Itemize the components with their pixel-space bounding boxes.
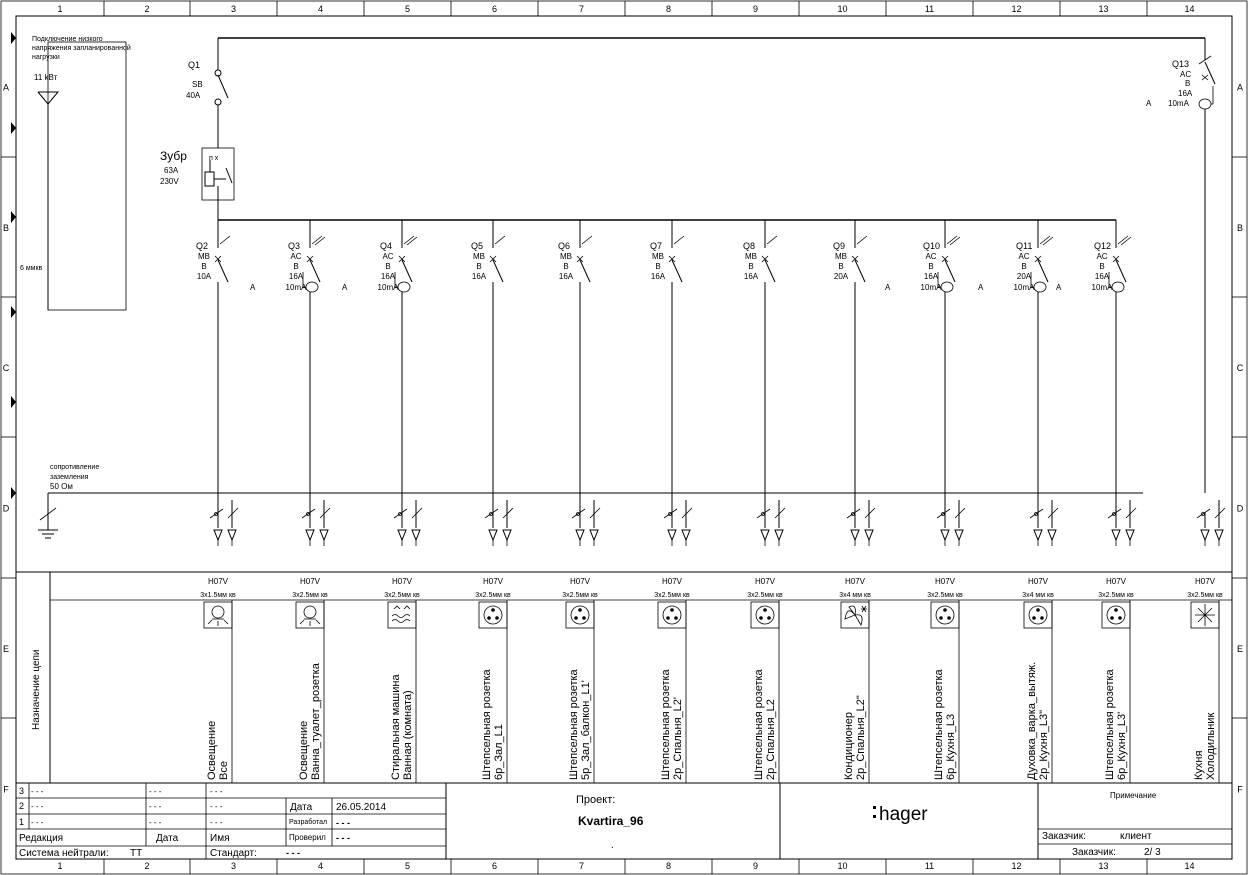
cable-type: H07V xyxy=(1027,577,1049,586)
row-letter-right: E xyxy=(1236,644,1244,654)
breaker-name: Q10 xyxy=(923,241,941,251)
breaker-name: Q3 xyxy=(288,241,301,251)
breaker-rating: 16A xyxy=(650,272,666,281)
circuit-column xyxy=(1022,577,1054,783)
row-letter-right: B xyxy=(1236,223,1244,233)
breaker-curve: B xyxy=(655,262,661,271)
project-value: Kvartira_96 xyxy=(578,814,644,828)
cable-type: H07V xyxy=(1105,577,1127,586)
q1-rating: 40A xyxy=(186,91,201,100)
breaker-type: AC xyxy=(925,252,937,261)
edition-label: Редакция xyxy=(19,833,64,844)
breaker-curve: B xyxy=(838,262,844,271)
load-note xyxy=(20,36,131,272)
column-number-top: 13 xyxy=(1098,4,1109,14)
circuit-location: 2р_Спальня_L2' xyxy=(672,696,684,780)
socket-icon xyxy=(1102,602,1130,628)
socket-icon xyxy=(1024,602,1052,628)
breaker-label-q11 xyxy=(978,241,1035,292)
column-number-top: 2 xyxy=(144,4,150,14)
socket-icon xyxy=(658,602,686,628)
breaker-label-q2 xyxy=(196,241,212,281)
standard-value: - - - xyxy=(286,848,300,858)
ground-note-line2: заземления xyxy=(50,474,89,481)
breaker-type: AC xyxy=(1096,252,1108,261)
row-letter-left: B xyxy=(2,223,10,233)
row-letter-right: A xyxy=(1236,82,1244,93)
breaker-curve: B xyxy=(1099,262,1105,271)
circuit-name: Освещение xyxy=(206,720,218,780)
circuit-column xyxy=(562,577,598,783)
title-block xyxy=(19,786,1161,859)
date-col-label: Дата xyxy=(156,833,179,844)
breaker-rating: 16A xyxy=(1094,272,1110,281)
breaker-rating: 16A xyxy=(558,272,574,281)
cable-section: 3x2.5мм кв xyxy=(562,592,598,599)
lamp-icon xyxy=(296,602,324,628)
breaker-type: AC xyxy=(290,252,302,261)
breaker-rating: 20A xyxy=(833,272,849,281)
breaker-leak: 10mA xyxy=(920,283,942,292)
breaker-curve: B xyxy=(563,262,569,271)
breaker-mark: A xyxy=(978,283,984,292)
rev2: 2 xyxy=(19,801,25,811)
q1-name: Q1 xyxy=(188,60,201,70)
column-number-bottom: 9 xyxy=(752,861,759,871)
column-number-top: 14 xyxy=(1184,4,1195,14)
breaker-label-q12 xyxy=(1056,241,1113,292)
column-number-bottom: 8 xyxy=(665,861,672,871)
date-label: Дата xyxy=(290,802,313,813)
column-number-top: 4 xyxy=(317,4,324,14)
checked-label: Проверил xyxy=(289,833,326,842)
fan-icon xyxy=(841,602,869,628)
circuit-column xyxy=(747,577,783,783)
cable-section: 3x4 мм кв xyxy=(839,592,871,599)
circuit-location: 2р_Кухня_L3" xyxy=(1038,709,1050,780)
column-number-bottom: 10 xyxy=(837,861,848,871)
circuit-name: Штепсельная розетка xyxy=(753,669,765,780)
breaker-leak: 10mA xyxy=(1091,283,1113,292)
column-number-top: 8 xyxy=(665,4,672,14)
cable-type: H07V xyxy=(1194,577,1216,586)
cable-section: 3x2.5мм кв xyxy=(475,592,511,599)
breaker-mark: A xyxy=(342,283,348,292)
column-number-bottom: 11 xyxy=(924,861,935,871)
column-number-bottom: 13 xyxy=(1098,861,1109,871)
customer-value: клиент xyxy=(1120,831,1152,842)
breaker-mark: A xyxy=(250,283,256,292)
breaker-rating: 16A xyxy=(288,272,304,281)
q13-rating: 16A xyxy=(1178,89,1193,98)
cable-section: 3x2.5мм кв xyxy=(1187,592,1223,599)
developed-value: - - - xyxy=(336,818,350,828)
circuit-location: 2р_Спальня_L2 xyxy=(765,699,777,780)
breaker-name: Q11 xyxy=(1016,241,1033,251)
breaker-rating: 10A xyxy=(196,272,212,281)
project-label: Проект: xyxy=(576,794,616,806)
circuit-name: Освещение xyxy=(298,720,310,780)
breaker-curve: B xyxy=(1021,262,1027,271)
circuit-location: 6р_Зал_L1 xyxy=(493,724,505,780)
breaker-label-q3 xyxy=(250,241,307,292)
cable-section: 3x2.5мм кв xyxy=(654,592,690,599)
rev2-date: - - - xyxy=(149,802,162,811)
customer-label: Заказчик: xyxy=(1042,831,1086,842)
cable-type: H07V xyxy=(934,577,956,586)
column-number-top: 1 xyxy=(57,4,63,14)
circuit-column xyxy=(1187,577,1223,783)
date-value: 26.05.2014 xyxy=(336,802,387,813)
breaker-rating: 16A xyxy=(743,272,759,281)
column-number-bottom: 2 xyxy=(144,861,150,871)
column-number-top: 9 xyxy=(752,4,759,14)
cable-type: H07V xyxy=(299,577,321,586)
breaker-type: AC xyxy=(382,252,394,261)
standard-label: Стандарт: xyxy=(210,848,257,859)
circuit-location: Ванна_туалет_розетка xyxy=(310,663,322,780)
rev3: 3 xyxy=(19,786,25,796)
column-number-top: 7 xyxy=(578,4,585,14)
rev2-name: - - - xyxy=(210,802,223,811)
q13-type: AC xyxy=(1180,70,1192,79)
q1-type: SB xyxy=(192,80,203,89)
circuit-location: 6р_Кухня_L3 xyxy=(945,713,957,780)
circuits-header: Назначение цепи xyxy=(31,649,42,730)
breaker-label-q5 xyxy=(471,241,487,281)
brand-name: hager xyxy=(879,804,928,825)
breaker-name: Q2 xyxy=(196,241,209,251)
fridge-icon xyxy=(1191,602,1219,628)
neutral-value: TT xyxy=(130,848,143,859)
breaker-leak: 10mA xyxy=(1013,283,1035,292)
socket-icon xyxy=(566,602,594,628)
column-number-bottom: 5 xyxy=(404,861,411,871)
breaker-type: MB xyxy=(835,252,847,261)
breaker-name: Q5 xyxy=(471,241,484,251)
developed-label: Разработал xyxy=(289,819,328,826)
socket-icon xyxy=(931,602,959,628)
circuit-column xyxy=(475,577,511,783)
row-letter-left: A xyxy=(2,82,10,93)
neutral-label: Система нейтрали: xyxy=(19,848,109,859)
breaker-label-q7 xyxy=(650,241,666,281)
circuit-name: Штепсельная розетка xyxy=(1104,669,1116,780)
row-letter-left: D xyxy=(2,503,10,514)
breaker-curve: B xyxy=(748,262,754,271)
breaker-curve: B xyxy=(476,262,482,271)
breaker-name: Q4 xyxy=(380,241,393,251)
breaker-curve: B xyxy=(385,262,391,271)
breaker-type: MB xyxy=(473,252,485,261)
rev1-name: - - - xyxy=(210,818,223,827)
ground-note-line3: 50 Ом xyxy=(50,482,73,491)
load-cable: 6 ммкв xyxy=(20,265,43,272)
rev1-date: - - - xyxy=(149,818,162,827)
row-letter-right: C xyxy=(1236,363,1244,373)
relay-contacts: п х xyxy=(209,155,219,162)
column-number-bottom: 7 xyxy=(578,861,585,871)
cable-type: H07V xyxy=(569,577,591,586)
breaker-labels xyxy=(196,241,1113,292)
circuit-location: Ванная (комната) xyxy=(402,690,414,780)
cable-section: 3x4 мм кв xyxy=(1022,592,1054,599)
q13-leak: 10mA xyxy=(1168,99,1189,108)
rev1-desc: - - - xyxy=(31,818,44,827)
cable-section: 3x2.5мм кв xyxy=(1098,592,1134,599)
circuit-labels xyxy=(200,577,1223,783)
breaker-rating: 16A xyxy=(471,272,487,281)
breaker-rating: 16A xyxy=(923,272,939,281)
column-number-top: 3 xyxy=(230,4,237,14)
q13-name: Q13 xyxy=(1172,59,1190,69)
q13-label xyxy=(1146,59,1193,108)
breaker-leak: 10mA xyxy=(285,283,307,292)
circuit-location: Холодильник xyxy=(1205,712,1217,780)
socket-icon xyxy=(479,602,507,628)
cable-type: H07V xyxy=(844,577,866,586)
circuit-column xyxy=(927,577,963,783)
rev3-date: - - - xyxy=(149,787,162,796)
breaker-type: MB xyxy=(652,252,664,261)
circuit-name: Штепсельная розетка xyxy=(933,669,945,780)
circuit-location: 5р_Зал_балкон_L1' xyxy=(580,680,592,780)
breaker-mark: A xyxy=(1056,283,1062,292)
breaker-curve: B xyxy=(293,262,299,271)
ground-note-line1: сопротивление xyxy=(50,464,100,471)
main-breaker-label xyxy=(186,60,203,100)
breaker-label-q9 xyxy=(833,241,849,281)
cable-section: 3x2.5мм кв xyxy=(927,592,963,599)
relay-label xyxy=(160,149,219,186)
load-power: 11 kВт xyxy=(34,73,58,82)
relay-rating: 63A xyxy=(164,166,179,175)
checked-value: - - - xyxy=(336,833,350,843)
breaker-label-q6 xyxy=(558,241,574,281)
column-number-bottom: 12 xyxy=(1011,861,1022,871)
circuit-column xyxy=(1098,577,1134,783)
column-number-top: 5 xyxy=(404,4,411,14)
column-number-top: 10 xyxy=(837,4,848,14)
circuit-location: 2р_Спальня_L2" xyxy=(855,695,867,780)
sheet-number: 2/ 3 xyxy=(1144,847,1161,858)
cable-section: 3x2.5мм кв xyxy=(747,592,783,599)
circuit-column xyxy=(292,577,328,783)
customer-label-2: Заказчик: xyxy=(1072,847,1116,858)
circuit-name: Штепсельная розетка xyxy=(481,669,493,780)
q13-mark: A xyxy=(1146,99,1152,108)
brand-logo xyxy=(873,804,928,825)
circuit-name: Кухня xyxy=(1193,750,1205,780)
cable-type: H07V xyxy=(207,577,229,586)
circuit-name: Стиральная машина xyxy=(390,674,402,780)
row-letter-left: F xyxy=(3,784,9,795)
column-number-top: 12 xyxy=(1011,4,1022,14)
column-number-bottom: 4 xyxy=(317,861,324,871)
cable-type: H07V xyxy=(391,577,413,586)
breaker-type: AC xyxy=(1018,252,1030,261)
breaker-name: Q9 xyxy=(833,241,846,251)
breaker-type: MB xyxy=(560,252,572,261)
column-number-bottom: 3 xyxy=(230,861,237,871)
breaker-leak: 10mA xyxy=(377,283,399,292)
breaker-name: Q8 xyxy=(743,241,756,251)
row-letter-left: E xyxy=(2,644,10,654)
circuit-name: Штепсельная розетка xyxy=(660,669,672,780)
rev3-desc: - - - xyxy=(31,787,44,796)
circuit-name: Духовка_варка_вытяж. xyxy=(1026,661,1038,780)
cable-type: H07V xyxy=(482,577,504,586)
column-number-bottom: 6 xyxy=(491,861,498,871)
circuit-name: Штепсельная розетка xyxy=(568,669,580,780)
circuit-column xyxy=(839,577,871,783)
breaker-label-q4 xyxy=(342,241,399,292)
breaker-rating: 20A xyxy=(1016,272,1032,281)
cable-type: H07V xyxy=(754,577,776,586)
column-number-top: 6 xyxy=(491,4,498,14)
column-number-bottom: 14 xyxy=(1184,861,1195,871)
breaker-type: MB xyxy=(745,252,757,261)
breaker-type: MB xyxy=(198,252,210,261)
cable-section: 3x2.5мм кв xyxy=(292,592,328,599)
circuit-location: 6р_Кухня_L3' xyxy=(1116,711,1128,780)
ground-note xyxy=(50,464,99,491)
cable-section: 3x1.5мм кв xyxy=(200,592,236,599)
rev1: 1 xyxy=(19,817,25,827)
breaker-curve: B xyxy=(928,262,934,271)
cable-section: 3x2.5мм кв xyxy=(384,592,420,599)
rev2-desc: - - - xyxy=(31,802,44,811)
q13-curve: B xyxy=(1185,79,1191,88)
note-label: Примечание xyxy=(1110,791,1157,800)
circuit-location: Все xyxy=(218,761,230,780)
relay-voltage: 230V xyxy=(160,177,179,186)
rev3-name: - - - xyxy=(210,787,223,796)
cable-type: H07V xyxy=(661,577,683,586)
breaker-curve: B xyxy=(201,262,207,271)
breaker-name: Q12 xyxy=(1094,241,1112,251)
socket-icon xyxy=(751,602,779,628)
row-letter-right: D xyxy=(1236,503,1244,514)
relay-name: Зубр xyxy=(160,149,187,163)
circuit-column xyxy=(384,577,420,783)
circuit-column xyxy=(654,577,690,783)
circuit-name: Кондиционер xyxy=(843,711,855,780)
row-letter-left: C xyxy=(2,363,10,373)
row-letter-right: F xyxy=(1237,784,1243,795)
project-dot: . xyxy=(611,840,614,851)
load-note-line1: Подключение низкого xyxy=(32,36,103,43)
washer-icon xyxy=(388,602,416,628)
load-note-line2: напряжения запланированной xyxy=(32,45,131,52)
load-note-line3: нагрузки xyxy=(32,54,60,61)
circuit-column xyxy=(200,577,236,783)
breaker-mark: A xyxy=(885,283,891,292)
breaker-label-q8 xyxy=(743,241,759,281)
breaker-name: Q7 xyxy=(650,241,663,251)
breaker-rating: 16A xyxy=(380,272,396,281)
breaker-name: Q6 xyxy=(558,241,571,251)
column-number-top: 11 xyxy=(924,4,935,14)
column-number-bottom: 1 xyxy=(57,861,63,871)
breaker-label-q10 xyxy=(885,241,942,292)
lamp-icon xyxy=(204,602,232,628)
name-col-label: Имя xyxy=(210,833,230,844)
